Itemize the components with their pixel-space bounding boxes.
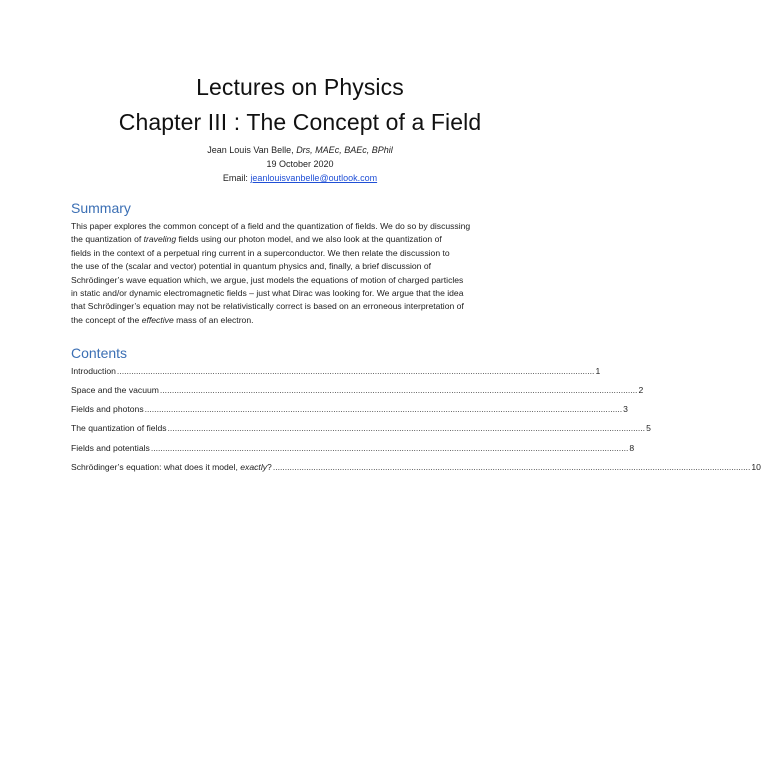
summary-line	[71, 314, 529, 327]
email-label: Email:	[222, 173, 251, 183]
toc-label: Fields and potentials	[71, 443, 150, 453]
doc-date: 19 October 2020	[266, 159, 334, 169]
toc-label: Space and the vacuum	[71, 385, 159, 395]
summary-line	[71, 233, 529, 246]
summary-line	[71, 260, 529, 273]
toc-entry[interactable]	[71, 443, 635, 453]
summary-text: that Schrödinger’s equation may not be relativistically correct is based on an erroneous interpretation of	[71, 301, 464, 312]
toc-page-number: 2	[638, 385, 644, 395]
toc-leader-dots: ........................................................................................................................................................................................................	[167, 423, 646, 433]
summary-line	[71, 300, 529, 313]
summary-text: the quantization of	[71, 234, 144, 245]
toc-entry[interactable]	[71, 423, 651, 433]
author-name: Jean Louis Van Belle,	[207, 145, 297, 155]
toc-page-number: 1	[595, 366, 601, 376]
email-line	[0, 173, 600, 183]
toc-page-number: 3	[623, 404, 628, 414]
toc-entry[interactable]	[71, 366, 601, 376]
summary-line	[71, 287, 529, 300]
summary-line	[71, 274, 529, 287]
summary-line	[71, 247, 529, 260]
summary-heading: Summary	[71, 200, 131, 216]
author-line	[0, 145, 600, 155]
toc-entry[interactable]	[71, 404, 628, 414]
summary-text: in static and/or dynamic electromagnetic fields – just what Dirac was looking for. We argue that the idea	[71, 288, 464, 299]
toc-page-number: 10	[751, 462, 761, 472]
toc-leader-dots: ........................................................................................................................................................................................................	[150, 443, 629, 453]
email-link[interactable]: jeanlouisvanbelle@outlook.com	[250, 173, 378, 183]
summary-text: fields using our photon model, and we also look at the quantization of	[176, 234, 442, 245]
toc-entry[interactable]	[71, 462, 761, 472]
summary-text: the use of the (scalar and vector) potential in quantum physics and, finally, a brief discussion of	[71, 261, 432, 272]
toc-leader-dots: ........................................................................................................................................................................................................	[144, 404, 623, 414]
author-degrees: Drs, MAEc, BAEc, BPhil	[296, 145, 393, 155]
toc-label: The quantization of fields	[71, 423, 167, 433]
toc-entry[interactable]	[71, 385, 644, 395]
summary-emphasis: traveling	[143, 234, 177, 245]
summary-text: mass of an electron.	[173, 314, 254, 325]
toc-leader-dots: ........................................................................................................................................................................................................	[116, 366, 595, 376]
toc-leader-dots: ........................................................................................................................................................................................................	[159, 385, 638, 395]
toc-label: Schrödinger’s equation: what does it model, exactly?	[71, 462, 272, 472]
toc-page-number: 8	[629, 443, 635, 453]
contents-heading: Contents	[71, 345, 128, 361]
doc-title-line2: Chapter III : The Concept of a Field	[118, 109, 482, 135]
toc-leader-dots: ........................................................................................................................................................................................................	[272, 462, 751, 472]
summary-body	[71, 220, 529, 327]
doc-title-line1: Lectures on Physics	[196, 74, 404, 100]
summary-text: the concept of the	[71, 314, 142, 325]
summary-text: Schrödinger’s wave equation which, we argue, just models the equations of motion of charged particles	[71, 274, 464, 285]
toc-label: Introduction	[71, 366, 116, 376]
toc-label: Fields and photons	[71, 404, 144, 414]
summary-emphasis: effective	[141, 314, 174, 325]
summary-text: fields in the context of a perpetual ring current in a superconductor. We then relate the discussion to	[71, 247, 450, 258]
summary-line	[71, 220, 529, 233]
toc-page-number: 5	[646, 423, 651, 433]
summary-text: This paper explores the common concept of a field and the quantization of fields. We do so by discussing	[71, 221, 471, 231]
